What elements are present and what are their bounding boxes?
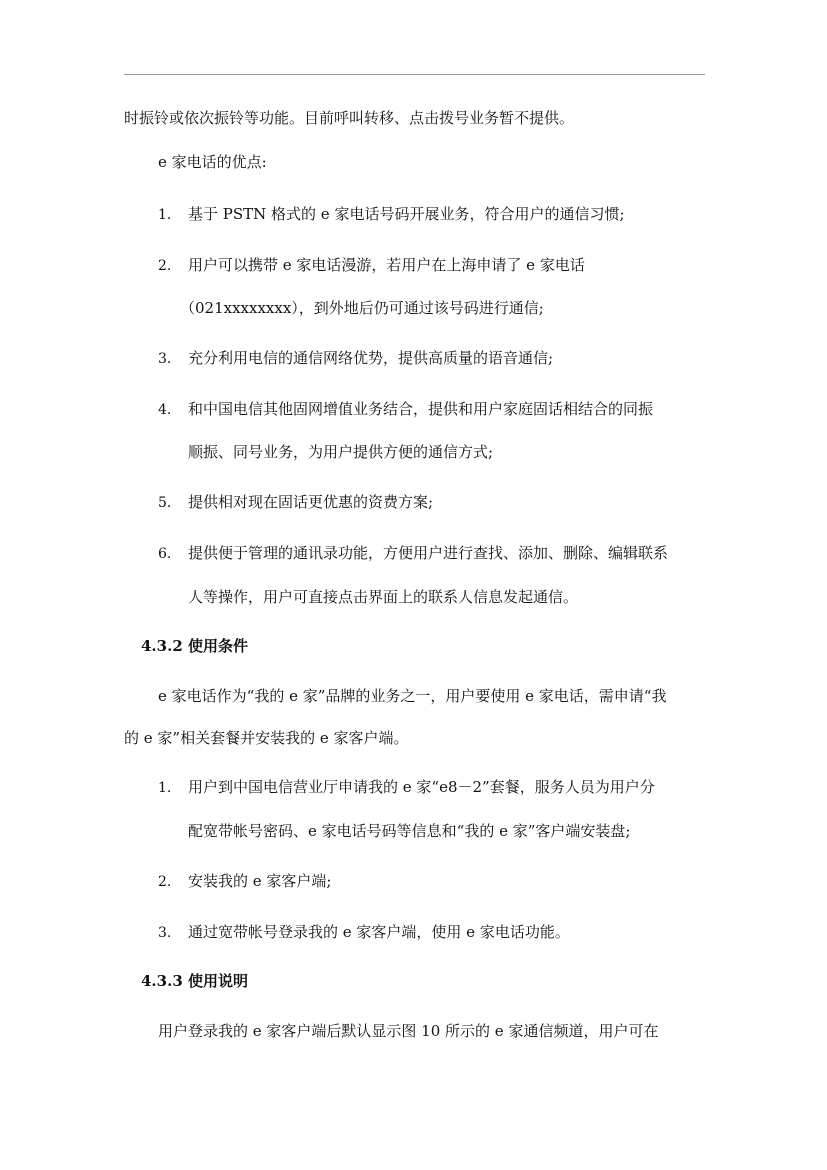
list-item-number: 4. xyxy=(158,402,172,418)
list-item: 用户可以携带 e 家电话漫游，若用户在上海申请了 e 家电话 xyxy=(188,256,585,274)
list-item: 通过宽带帐号登录我的 e 家客户端，使用 e 家电话功能。 xyxy=(188,923,570,941)
paragraph-line: e 家电话作为“我的 e 家”品牌的业务之一，用户要使用 e 家电话，需申请“我 xyxy=(158,687,667,705)
list-item: 充分利用电信的通信网络优势，提供高质量的语音通信; xyxy=(188,349,554,367)
list-item-number: 2. xyxy=(158,258,172,274)
advantages-title: e 家电话的优点: xyxy=(158,153,267,171)
section-heading-4-3-2: 4.3.2 使用条件 xyxy=(141,637,248,655)
section-heading-4-3-3: 4.3.3 使用说明 xyxy=(141,972,248,990)
list-item: 提供便于管理的通讯录功能，方便用户进行查找、添加、删除、编辑联系 xyxy=(188,544,669,562)
list-item-number: 1. xyxy=(158,207,172,223)
list-item-continuation: 顺振、同号业务，为用户提供方便的通信方式; xyxy=(188,443,494,461)
list-item-number: 3. xyxy=(158,351,172,367)
list-item-number: 6. xyxy=(158,546,172,562)
page-header-rule xyxy=(124,74,705,75)
list-item-number: 2. xyxy=(158,874,172,890)
list-item-number: 3. xyxy=(158,925,172,941)
list-item: 提供相对现在固话更优惠的资费方案; xyxy=(188,493,434,511)
list-item: 基于 PSTN 格式的 e 家电话号码开展业务，符合用户的通信习惯; xyxy=(188,205,625,223)
continuation-paragraph: 时振铃或依次振铃等功能。目前呼叫转移、点击拨号业务暂不提供。 xyxy=(124,109,575,127)
list-item: 和中国电信其他固网增值业务结合，提供和用户家庭固话相结合的同振 xyxy=(188,400,654,418)
list-item: 安装我的 e 家客户端; xyxy=(188,872,332,890)
list-item-continuation: 人等操作，用户可直接点击界面上的联系人信息发起通信。 xyxy=(188,588,579,606)
list-item-number: 5. xyxy=(158,495,172,511)
list-item-number: 1. xyxy=(158,780,172,796)
list-item: 用户到中国电信营业厅申请我的 e 家“e8－2”套餐，服务人员为用户分 xyxy=(188,778,655,796)
paragraph-line: 用户登录我的 e 家客户端后默认显示图 10 所示的 e 家通信频道，用户可在 xyxy=(158,1022,659,1040)
list-item-continuation: 配宽带帐号密码、e 家电话号码等信息和“我的 e 家”客户端安装盘; xyxy=(188,822,631,840)
paragraph-line: 的 e 家”相关套餐并安装我的 e 家客户端。 xyxy=(124,729,409,747)
list-item-continuation: （021xxxxxxxx），到外地后仍可通过该号码进行通信; xyxy=(180,299,544,317)
